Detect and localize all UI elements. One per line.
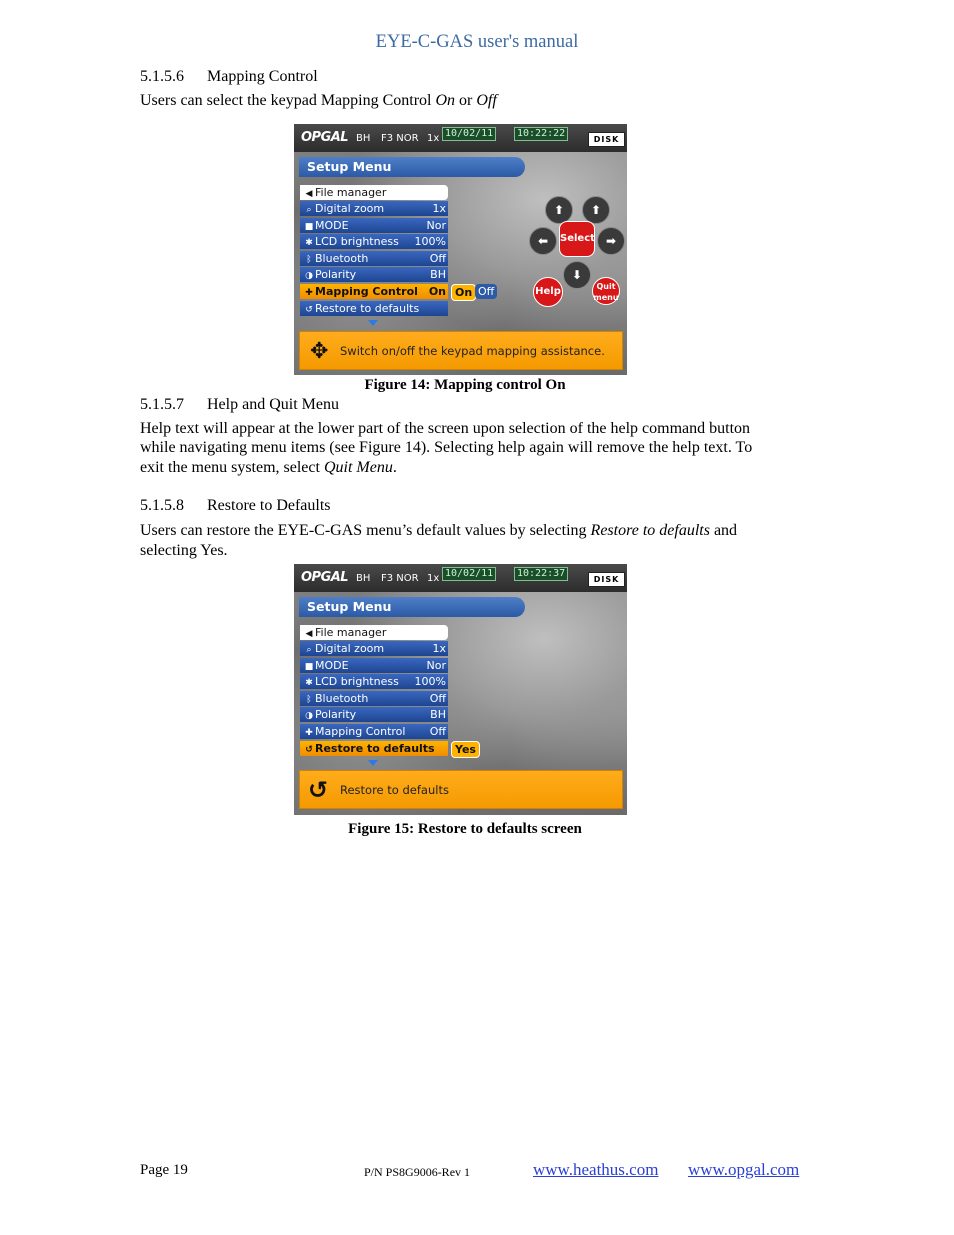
opgal-link[interactable]: www.opgal.com: [688, 1160, 800, 1179]
paragraph-mapping-control: [140, 91, 497, 111]
menu-item-bluetooth[interactable]: [300, 691, 448, 706]
status-zoom: 1x: [427, 573, 440, 584]
disk-indicator: DISK: [588, 132, 625, 147]
menu-item-value: 100%: [414, 235, 446, 248]
menu-item-label: Mapping Control: [315, 725, 406, 738]
right-arrow-icon: ➡: [597, 227, 625, 255]
menu-item-restore-defaults[interactable]: [300, 301, 448, 316]
section-heading-mapping-control: [140, 67, 318, 87]
menu-item-value: Nor: [426, 219, 446, 232]
menu-item-value: Off: [429, 725, 446, 738]
menu-item-value: BH: [430, 708, 446, 721]
keypad-mapping-icon: ✥: [310, 339, 329, 364]
bluetooth-icon: ᛒ: [306, 255, 312, 265]
paragraph-help-line-1: Help text will appear at the lower part of the screen upon selection of the help command button: [140, 420, 751, 437]
help-bar: [299, 770, 623, 809]
paragraph-restore-line-2: selecting Yes.: [140, 542, 228, 559]
help-bar: [299, 331, 623, 370]
left-arrow-icon: ⬅: [529, 227, 557, 255]
back-arrow-icon: ◀: [305, 189, 313, 199]
menu-item-polarity[interactable]: [300, 267, 448, 282]
status-time: 10:22:22: [514, 127, 568, 141]
help-text: Switch on/off the keypad mapping assistance.: [340, 344, 605, 358]
body-restore-defaults: Restore to defaults: [590, 522, 710, 539]
magnifier-icon: ⌕: [306, 645, 312, 655]
body-text: Users can select the keypad Mapping Control: [140, 92, 436, 109]
status-mode: F3 NOR: [381, 573, 419, 584]
body-text: and: [709, 522, 738, 539]
status-mode: F3 NOR: [381, 133, 419, 144]
menu-item-bluetooth[interactable]: [300, 251, 448, 266]
menu-item-label: MODE: [315, 659, 349, 672]
menu-item-mode[interactable]: [300, 218, 448, 233]
brightness-icon: ✱: [305, 678, 313, 688]
polarity-icon: ◑: [305, 711, 313, 721]
heathus-link[interactable]: www.heathus.com: [533, 1160, 659, 1179]
menu-item-value: Off: [429, 692, 446, 705]
menu-item-label: Bluetooth: [315, 692, 369, 705]
menu-item-value: Nor: [426, 659, 446, 672]
menu-item-label: LCD brightness: [315, 235, 399, 248]
body-quit-menu: Quit Menu: [323, 459, 393, 476]
status-date: 10/02/11: [442, 567, 496, 581]
menu-item-file-manager[interactable]: [300, 185, 448, 200]
option-on[interactable]: On: [451, 284, 476, 301]
menu-item-label: LCD brightness: [315, 675, 399, 688]
paragraph-help-line-3: [140, 458, 397, 478]
menu-item-file-manager[interactable]: [300, 625, 448, 640]
menu-item-label: File manager: [315, 186, 387, 199]
menu-item-digital-zoom[interactable]: [300, 201, 448, 216]
menu-item-mapping-control[interactable]: [300, 724, 448, 739]
menu-item-label: Polarity: [315, 708, 357, 721]
paragraph-restore-line-1: [140, 521, 737, 541]
mapping-cross-icon: ✚: [305, 728, 313, 738]
opgal-logo: OPGAL: [301, 130, 349, 145]
magnifier-icon: ⌕: [306, 205, 312, 215]
menu-item-restore-defaults[interactable]: [300, 741, 448, 756]
menu-item-label: Digital zoom: [315, 642, 385, 655]
menu-item-lcd-brightness[interactable]: [300, 674, 448, 689]
menu-item-label: Digital zoom: [315, 202, 385, 215]
menu-item-label: Polarity: [315, 268, 357, 281]
help-text: Restore to defaults: [340, 783, 449, 797]
body-text: Users can restore the EYE-C-GAS menu’s default values by selecting: [140, 522, 591, 539]
figure-15-screen: [294, 564, 627, 815]
up-arrow-icon: ⬆: [545, 196, 573, 224]
menu-item-label: File manager: [315, 626, 387, 639]
section-heading-restore: [140, 496, 331, 516]
menu-item-value: On: [428, 285, 446, 298]
section-number: 5.1.5.8: [140, 497, 184, 514]
mode-icon: ■: [304, 662, 314, 672]
figure-14-caption: Figure 14: Mapping control On: [364, 377, 566, 393]
paragraph-help-line-2: while navigating menu items (see Figure 14). Selecting help again will remove the help text. To: [140, 439, 753, 456]
section-heading-help-quit: [140, 395, 339, 415]
polarity-icon: ◑: [305, 271, 313, 281]
restore-icon: ↺: [305, 305, 313, 315]
menu-item-label: Restore to defaults: [315, 302, 420, 315]
down-arrow-icon: ⬇: [563, 261, 591, 289]
menu-item-value: 100%: [414, 675, 446, 688]
disk-indicator: DISK: [588, 572, 625, 587]
up-arrow-icon: ⬆: [582, 196, 610, 224]
document-header: EYE-C-GAS user's manual: [375, 32, 579, 52]
status-zoom: 1x: [427, 133, 440, 144]
scroll-down-icon: [368, 320, 378, 326]
quit-menu-key: Quit menu: [592, 277, 620, 305]
menu-item-label: Bluetooth: [315, 252, 369, 265]
opgal-logo: OPGAL: [301, 570, 349, 585]
status-date: 10/02/11: [442, 127, 496, 141]
part-number: P/N PS8G9006-Rev 1: [364, 1165, 471, 1179]
menu-item-mode[interactable]: [300, 658, 448, 673]
menu-item-value: 1x: [432, 642, 446, 655]
mapping-cross-icon: ✚: [305, 288, 313, 298]
status-time: 10:22:37: [514, 567, 568, 581]
body-text: .: [392, 459, 397, 476]
menu-item-digital-zoom[interactable]: [300, 641, 448, 656]
option-yes[interactable]: Yes: [451, 741, 480, 758]
menu-item-lcd-brightness[interactable]: [300, 234, 448, 249]
menu-item-polarity[interactable]: [300, 707, 448, 722]
section-number: 5.1.5.7: [140, 396, 184, 413]
scroll-down-icon: [368, 760, 378, 766]
restore-icon: ↺: [305, 745, 313, 755]
status-polarity: BH: [356, 133, 371, 144]
setup-menu-title: Setup Menu: [299, 597, 525, 617]
restore-icon: ↺: [308, 776, 329, 804]
back-arrow-icon: ◀: [305, 629, 313, 639]
body-or: or: [455, 92, 477, 109]
figure-15-caption: Figure 15: Restore to defaults screen: [348, 821, 582, 837]
menu-item-value: BH: [430, 268, 446, 281]
menu-item-label: Restore to defaults: [315, 742, 435, 755]
body-text: exit the menu system, select: [140, 459, 324, 476]
page-number: Page 19: [140, 1162, 188, 1178]
status-polarity: BH: [356, 573, 371, 584]
figure-14-screen: [294, 124, 627, 375]
section-number: 5.1.5.6: [140, 68, 184, 85]
setup-menu-title: Setup Menu: [299, 157, 525, 177]
body-off: Off: [476, 92, 497, 109]
section-title: Help and Quit Menu: [207, 396, 339, 413]
menu-item-mapping-control[interactable]: [300, 284, 448, 299]
bluetooth-icon: ᛒ: [306, 695, 312, 705]
menu-item-label: Mapping Control: [315, 285, 418, 298]
mode-icon: ■: [304, 222, 314, 232]
section-title: Mapping Control: [207, 68, 318, 85]
select-key: Select: [559, 221, 595, 257]
section-title: Restore to Defaults: [207, 497, 331, 514]
menu-item-value: Off: [429, 252, 446, 265]
help-key: Help: [533, 277, 563, 307]
option-off[interactable]: Off: [475, 284, 497, 299]
menu-item-value: 1x: [432, 202, 446, 215]
brightness-icon: ✱: [305, 238, 313, 248]
body-on: On: [435, 92, 456, 109]
menu-item-label: MODE: [315, 219, 349, 232]
